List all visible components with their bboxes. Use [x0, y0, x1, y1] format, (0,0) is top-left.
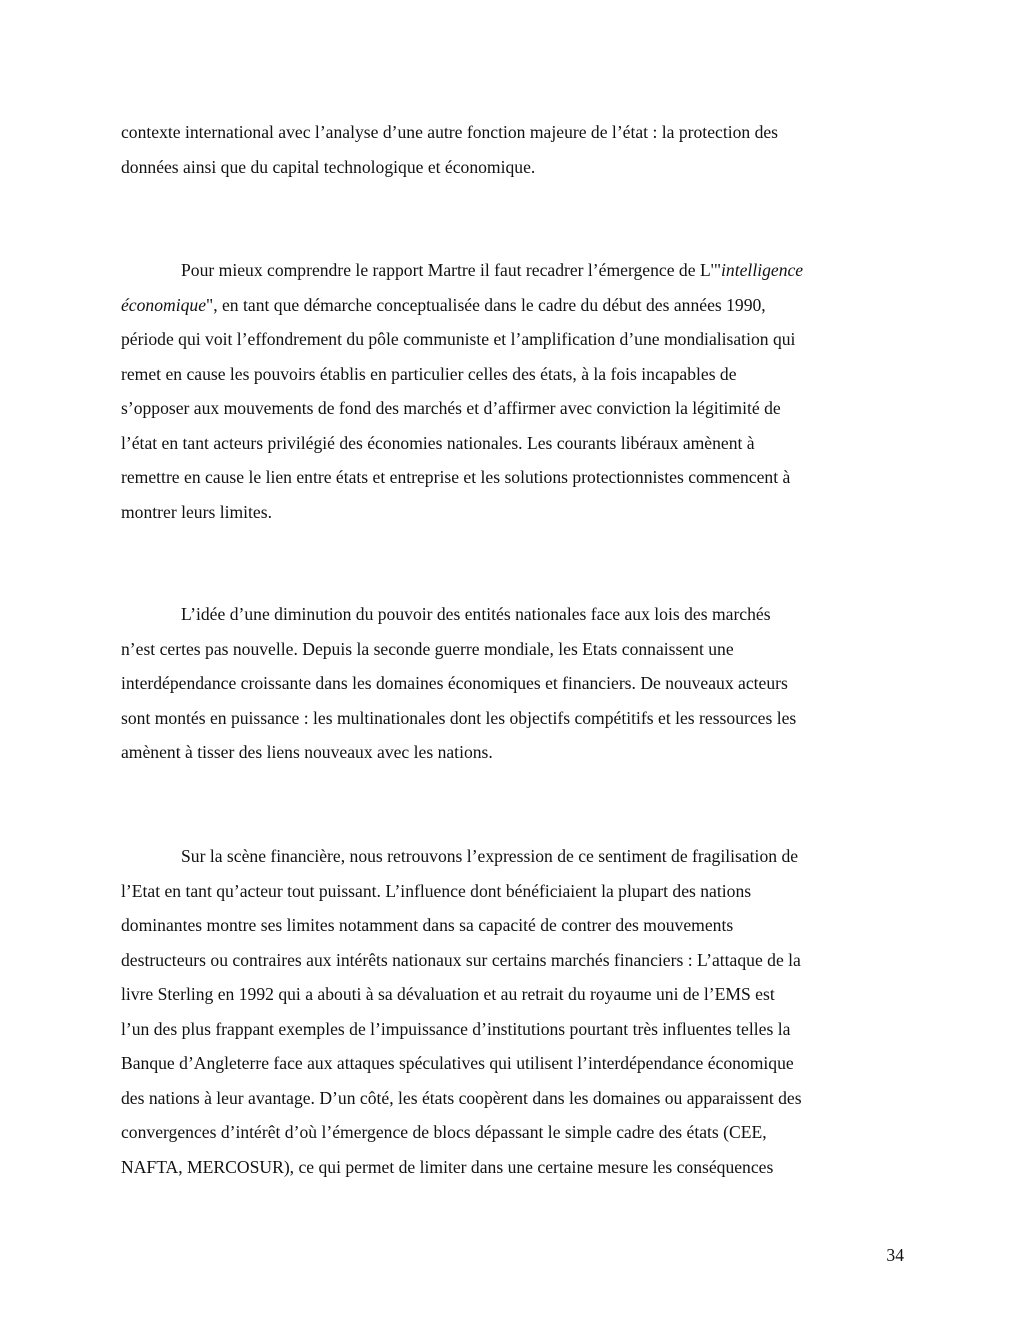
- paragraph-line: convergences d’intérêt d’où l’émergence de blocs dépassant le simple cadre des états (CEE,: [121, 1122, 767, 1142]
- paragraph-line: l’un des plus frappant exemples de l’impuissance d’institutions pourtant très influentes telles la: [121, 1018, 791, 1039]
- paragraph-line: livre Sterling en 1992 qui a abouti à sa dévaluation et au retrait du royaume uni de l’EMS est: [121, 984, 775, 1004]
- paragraph-line: Sur la scène financière, nous retrouvons l’expression de ce sentiment de fragilisation de: [181, 846, 799, 866]
- paragraph-line: n’est certes pas nouvelle. Depuis la seconde guerre mondiale, les Etats connaissent une: [121, 638, 734, 659]
- paragraph-line: NAFTA, MERCOSUR), ce qui permet de limiter dans une certaine mesure les conséquences: [121, 1156, 774, 1177]
- paragraph-line: données ainsi que du capital technologique et économique.: [121, 156, 536, 177]
- italic-term: économique: [121, 294, 207, 315]
- page-number: 34: [886, 1245, 904, 1265]
- paragraph-text: Pour mieux comprendre le rapport Martre il faut recadrer l’émergence de L'": [181, 260, 722, 280]
- paragraph-line: L’idée d’une diminution du pouvoir des entités nationales face aux lois des marchés: [181, 604, 771, 624]
- paragraph-line: s’opposer aux mouvements de fond des marchés et d’affirmer avec conviction la légitimité de: [121, 398, 781, 418]
- paragraph-line: des nations à leur avantage. D’un côté, les états coopèrent dans les domaines ou apparaissent des: [121, 1087, 802, 1108]
- paragraph-4: [121, 839, 911, 1184]
- paragraph-line: [121, 288, 911, 323]
- paragraph-line: [121, 253, 911, 288]
- paragraph-2: [121, 253, 911, 529]
- paragraph-line: remet en cause les pouvoirs établis en particulier celles des états, à la fois incapables de: [121, 363, 737, 384]
- paragraph-3: [121, 597, 911, 770]
- italic-term: intelligence: [721, 260, 804, 280]
- paragraph-line: dominantes montre ses limites notamment dans sa capacité de contrer des mouvements: [121, 915, 734, 935]
- paragraph-line: destructeurs ou contraires aux intérêts nationaux sur certains marchés financiers : L’attaque de la: [121, 949, 801, 970]
- paragraph-1: [121, 115, 911, 184]
- paragraph-line: contexte international avec l’analyse d’une autre fonction majeure de l’état : la protection des: [121, 122, 779, 142]
- paragraph-line: montrer leurs limites.: [121, 501, 272, 522]
- paragraph-line: sont montés en puissance : les multinationales dont les objectifs compétitifs et les ressources les: [121, 707, 797, 728]
- paragraph-line: interdépendance croissante dans les domaines économiques et financiers. De nouveaux acteurs: [121, 673, 788, 693]
- paragraph-text: ", en tant que démarche conceptualisée dans le cadre du début des années 1990,: [206, 294, 766, 315]
- paragraph-line: l’état en tant acteurs privilégié des économies nationales. Les courants libéraux amènent à: [121, 432, 755, 453]
- paragraph-line: l’Etat en tant qu’acteur tout puissant. L’influence dont bénéficiaient la plupart des nations: [121, 880, 752, 901]
- paragraph-line: amènent à tisser des liens nouveaux avec les nations.: [121, 742, 493, 762]
- paragraph-line: Banque d’Angleterre face aux attaques spéculatives qui utilisent l’interdépendance économique: [121, 1053, 794, 1073]
- paragraph-line: période qui voit l’effondrement du pôle communiste et l’amplification d’une mondialisation qui: [121, 329, 796, 349]
- paragraph-line: remettre en cause le lien entre états et entreprise et les solutions protectionnistes commencent à: [121, 467, 791, 487]
